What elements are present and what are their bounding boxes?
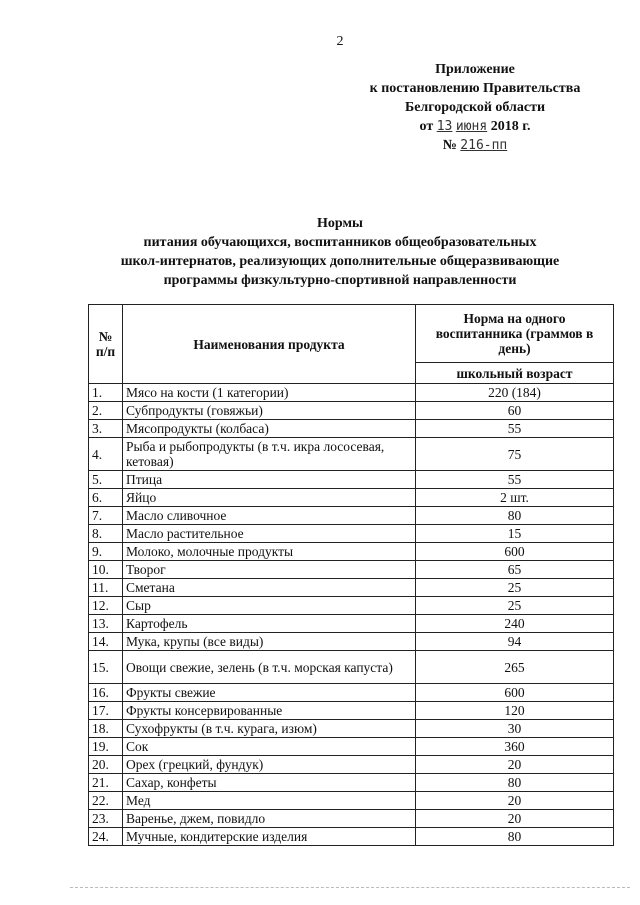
header-norm: Норма на одного воспитанника (граммов в день) bbox=[416, 305, 614, 363]
row-number: 14. bbox=[89, 633, 123, 651]
table-row bbox=[89, 438, 614, 471]
row-number: 1. bbox=[89, 384, 123, 402]
row-number: 11. bbox=[89, 579, 123, 597]
row-number: 17. bbox=[89, 702, 123, 720]
table-row bbox=[89, 615, 614, 633]
row-number: 16. bbox=[89, 684, 123, 702]
row-number: 18. bbox=[89, 720, 123, 738]
date-month: июня bbox=[455, 119, 488, 134]
norm-value: 220 (184) bbox=[416, 384, 614, 402]
table-row bbox=[89, 738, 614, 756]
row-number: 9. bbox=[89, 543, 123, 561]
norm-value: 94 bbox=[416, 633, 614, 651]
product-name: Птица bbox=[123, 471, 416, 489]
header-sub: школьный возраст bbox=[416, 363, 614, 384]
document-title bbox=[40, 214, 640, 290]
norm-value: 65 bbox=[416, 561, 614, 579]
appendix-date bbox=[330, 117, 620, 136]
date-prefix: от bbox=[419, 119, 434, 134]
norm-value: 80 bbox=[416, 507, 614, 525]
product-name: Овощи свежие, зелень (в т.ч. морская капуста) bbox=[123, 651, 416, 684]
norm-value: 600 bbox=[416, 543, 614, 561]
norm-value: 80 bbox=[416, 828, 614, 846]
row-number: 8. bbox=[89, 525, 123, 543]
product-name: Сыр bbox=[123, 597, 416, 615]
appendix-title: Приложение bbox=[435, 62, 515, 77]
row-number: 19. bbox=[89, 738, 123, 756]
norm-value: 600 bbox=[416, 684, 614, 702]
number-prefix: № bbox=[442, 138, 457, 153]
product-name: Мучные, кондитерские изделия bbox=[123, 828, 416, 846]
header-name: Наименования продукта bbox=[123, 305, 416, 384]
row-number: 2. bbox=[89, 402, 123, 420]
table-row bbox=[89, 579, 614, 597]
table-row bbox=[89, 402, 614, 420]
product-name: Мясо на кости (1 категории) bbox=[123, 384, 416, 402]
row-number: 6. bbox=[89, 489, 123, 507]
table-row bbox=[89, 489, 614, 507]
title-line-4: программы физкультурно-спортивной направленности bbox=[163, 273, 517, 288]
date-year: 2018 г. bbox=[490, 119, 531, 134]
product-name: Творог bbox=[123, 561, 416, 579]
table-row bbox=[89, 792, 614, 810]
product-name: Мед bbox=[123, 792, 416, 810]
product-name: Фрукты консервированные bbox=[123, 702, 416, 720]
table-row bbox=[89, 651, 614, 684]
row-number: 13. bbox=[89, 615, 123, 633]
row-number: 20. bbox=[89, 756, 123, 774]
norm-value: 360 bbox=[416, 738, 614, 756]
norm-value: 75 bbox=[416, 438, 614, 471]
title-line-1: Нормы bbox=[317, 216, 363, 231]
norm-value: 55 bbox=[416, 420, 614, 438]
product-name: Сок bbox=[123, 738, 416, 756]
row-number: 23. bbox=[89, 810, 123, 828]
appendix-region: Белгородской области bbox=[404, 100, 546, 115]
table-row bbox=[89, 756, 614, 774]
table-row bbox=[89, 384, 614, 402]
table-row bbox=[89, 525, 614, 543]
table-row bbox=[89, 810, 614, 828]
product-name: Фрукты свежие bbox=[123, 684, 416, 702]
row-number: 21. bbox=[89, 774, 123, 792]
number-value: 216-пп bbox=[460, 138, 508, 153]
norm-value: 80 bbox=[416, 774, 614, 792]
norm-value: 120 bbox=[416, 702, 614, 720]
product-name: Рыба и рыбопродукты (в т.ч. икра лососевая, кетовая) bbox=[123, 438, 416, 471]
norm-value: 240 bbox=[416, 615, 614, 633]
norm-value: 25 bbox=[416, 579, 614, 597]
appendix-number bbox=[330, 136, 620, 155]
norm-value: 55 bbox=[416, 471, 614, 489]
page-number: 2 bbox=[336, 34, 344, 49]
row-number: 5. bbox=[89, 471, 123, 489]
product-name: Сметана bbox=[123, 579, 416, 597]
row-number: 24. bbox=[89, 828, 123, 846]
norm-value: 20 bbox=[416, 756, 614, 774]
norm-value: 60 bbox=[416, 402, 614, 420]
table-row bbox=[89, 633, 614, 651]
norm-value: 20 bbox=[416, 792, 614, 810]
norm-value: 2 шт. bbox=[416, 489, 614, 507]
norm-value: 20 bbox=[416, 810, 614, 828]
row-number: 15. bbox=[89, 651, 123, 684]
row-number: 12. bbox=[89, 597, 123, 615]
row-number: 10. bbox=[89, 561, 123, 579]
appendix-block bbox=[330, 60, 620, 155]
table-row bbox=[89, 702, 614, 720]
nutrition-norms-table bbox=[88, 304, 614, 846]
table-row bbox=[89, 543, 614, 561]
product-name: Молоко, молочные продукты bbox=[123, 543, 416, 561]
product-name: Масло растительное bbox=[123, 525, 416, 543]
title-line-2: питания обучающихся, воспитанников общеобразовательных bbox=[143, 235, 537, 250]
title-line-3: школ-интернатов, реализующих дополнительные общеразвивающие bbox=[120, 254, 560, 269]
table-row bbox=[89, 420, 614, 438]
table-row bbox=[89, 720, 614, 738]
norm-value: 25 bbox=[416, 597, 614, 615]
appendix-resolution: к постановлению Правительства bbox=[369, 81, 581, 96]
date-day: 13 bbox=[436, 119, 453, 134]
norm-value: 30 bbox=[416, 720, 614, 738]
norm-value: 15 bbox=[416, 525, 614, 543]
norm-value: 265 bbox=[416, 651, 614, 684]
product-name: Сухофрукты (в т.ч. курага, изюм) bbox=[123, 720, 416, 738]
scan-edge-line bbox=[70, 887, 630, 888]
row-number: 7. bbox=[89, 507, 123, 525]
row-number: 4. bbox=[89, 438, 123, 471]
product-name: Орех (грецкий, фундук) bbox=[123, 756, 416, 774]
product-name: Мясопродукты (колбаса) bbox=[123, 420, 416, 438]
table-row bbox=[89, 507, 614, 525]
table-row bbox=[89, 561, 614, 579]
row-number: 22. bbox=[89, 792, 123, 810]
product-name: Яйцо bbox=[123, 489, 416, 507]
table-row bbox=[89, 684, 614, 702]
product-name: Сахар, конфеты bbox=[123, 774, 416, 792]
table-row bbox=[89, 828, 614, 846]
product-name: Варенье, джем, повидло bbox=[123, 810, 416, 828]
header-num: № п/п bbox=[89, 305, 123, 384]
table-row bbox=[89, 471, 614, 489]
table-row bbox=[89, 597, 614, 615]
product-name: Субпродукты (говяжьи) bbox=[123, 402, 416, 420]
product-name: Картофель bbox=[123, 615, 416, 633]
product-name: Масло сливочное bbox=[123, 507, 416, 525]
table-body bbox=[89, 384, 614, 846]
product-name: Мука, крупы (все виды) bbox=[123, 633, 416, 651]
table-row bbox=[89, 774, 614, 792]
row-number: 3. bbox=[89, 420, 123, 438]
